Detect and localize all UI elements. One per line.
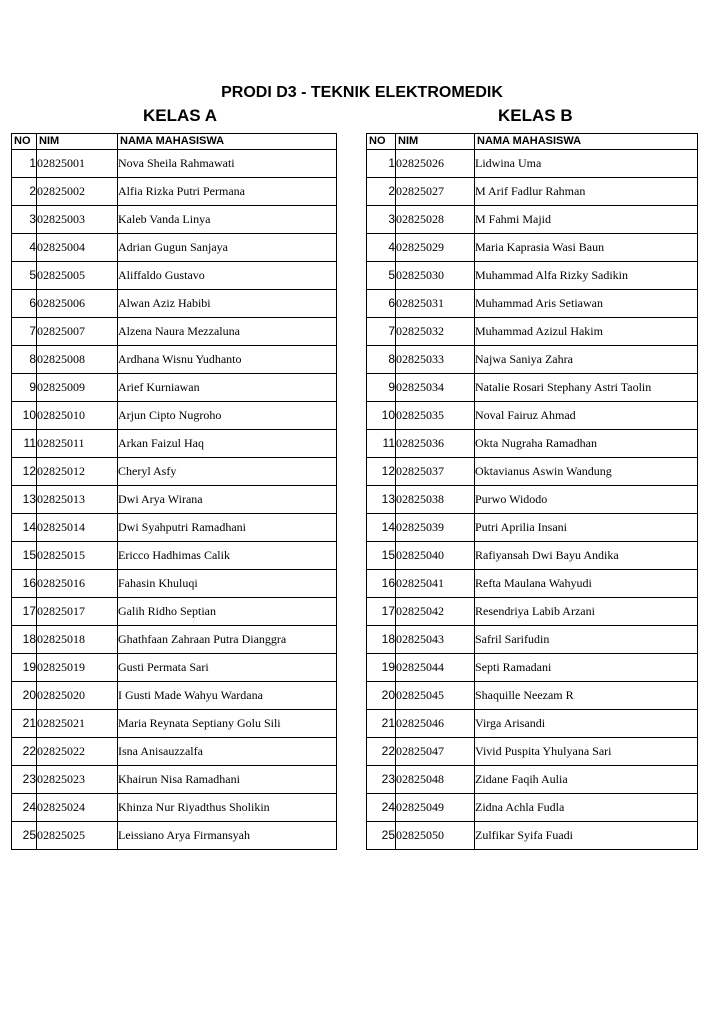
student-nim: 02825003 [37,206,118,234]
student-nim: 02825025 [37,822,118,850]
table-row [367,234,698,262]
table-row [367,738,698,766]
student-nim: 02825030 [396,262,475,290]
row-number: 3 [367,206,396,234]
row-number: 1 [12,150,37,178]
column-header-no: NO [12,134,37,150]
student-name: Alfia Rizka Putri Permana [118,178,337,206]
row-number: 8 [367,346,396,374]
student-name: Arief Kurniawan [118,374,337,402]
student-nim: 02825009 [37,374,118,402]
student-nim: 02825032 [396,318,475,346]
student-nim: 02825033 [396,346,475,374]
row-number: 2 [367,178,396,206]
student-nim: 02825010 [37,402,118,430]
student-name: Aliffaldo Gustavo [118,262,337,290]
student-name: Dwi Arya Wirana [118,486,337,514]
row-number: 25 [367,822,396,850]
row-number: 14 [367,514,396,542]
table-row [12,682,337,710]
table-row [12,234,337,262]
student-name: Isna Anisauzzalfa [118,738,337,766]
table-row [12,542,337,570]
row-number: 9 [12,374,37,402]
table-row [12,570,337,598]
row-number: 13 [12,486,37,514]
table-row [367,542,698,570]
student-name: Alzena Naura Mezzaluna [118,318,337,346]
student-nim: 02825047 [396,738,475,766]
table-row [12,822,337,850]
table-row [12,514,337,542]
student-name: Septi Ramadani [475,654,698,682]
student-name: M Arif Fadlur Rahman [475,178,698,206]
table-row [367,178,698,206]
row-number: 24 [367,794,396,822]
student-nim: 02825034 [396,374,475,402]
table-row [12,430,337,458]
table-row [367,290,698,318]
student-name: Ardhana Wisnu Yudhanto [118,346,337,374]
row-number: 22 [367,738,396,766]
student-name: Vivid Puspita Yhulyana Sari [475,738,698,766]
table-row [12,598,337,626]
table-row [367,794,698,822]
table-row [367,486,698,514]
student-nim: 02825015 [37,542,118,570]
row-number: 5 [12,262,37,290]
student-name: Zidane Faqih Aulia [475,766,698,794]
table-row [12,150,337,178]
student-name: Okta Nugraha Ramadhan [475,430,698,458]
row-number: 5 [367,262,396,290]
table-row [12,766,337,794]
student-nim: 02825031 [396,290,475,318]
table-row [12,654,337,682]
table-row [367,150,698,178]
student-nim: 02825014 [37,514,118,542]
student-nim: 02825004 [37,234,118,262]
student-nim: 02825017 [37,598,118,626]
student-name: Muhammad Azizul Hakim [475,318,698,346]
student-name: Resendriya Labib Arzani [475,598,698,626]
table-row [12,262,337,290]
table-row [12,486,337,514]
table-row [12,206,337,234]
student-nim: 02825016 [37,570,118,598]
page-title: PRODI D3 - TEKNIK ELEKTROMEDIK [221,84,503,101]
table-header-row [367,134,698,150]
student-name: Leissiano Arya Firmansyah [118,822,337,850]
student-name: Nova Sheila Rahmawati [118,150,337,178]
table-header-row [12,134,337,150]
row-number: 20 [367,682,396,710]
student-nim: 02825008 [37,346,118,374]
student-name: Gusti Permata Sari [118,654,337,682]
row-number: 7 [367,318,396,346]
student-nim: 02825005 [37,262,118,290]
table-row [367,374,698,402]
row-number: 23 [12,766,37,794]
student-name: Ghathfaan Zahraan Putra Dianggra [118,626,337,654]
table-row [12,346,337,374]
student-nim: 02825028 [396,206,475,234]
row-number: 20 [12,682,37,710]
kelas-b-title: KELAS B [498,106,573,125]
student-name: Cheryl Asfy [118,458,337,486]
row-number: 7 [12,318,37,346]
student-nim: 02825023 [37,766,118,794]
student-nim: 02825050 [396,822,475,850]
row-number: 21 [12,710,37,738]
student-name: Alwan Aziz Habibi [118,290,337,318]
student-name: Muhammad Alfa Rizky Sadikin [475,262,698,290]
student-nim: 02825044 [396,654,475,682]
student-name: Maria Kaprasia Wasi Baun [475,234,698,262]
student-nim: 02825039 [396,514,475,542]
student-nim: 02825026 [396,150,475,178]
column-header-name: NAMA MAHASISWA [118,134,337,150]
table-row [367,626,698,654]
student-nim: 02825001 [37,150,118,178]
student-nim: 02825022 [37,738,118,766]
table-row [367,262,698,290]
student-name: Khinza Nur Riyadthus Sholikin [118,794,337,822]
table-row [367,598,698,626]
table-row [367,402,698,430]
student-nim: 02825042 [396,598,475,626]
student-nim: 02825012 [37,458,118,486]
student-nim: 02825036 [396,430,475,458]
student-nim: 02825002 [37,178,118,206]
student-name: Purwo Widodo [475,486,698,514]
table-row [367,318,698,346]
row-number: 3 [12,206,37,234]
column-header-nim: NIM [37,134,118,150]
row-number: 16 [12,570,37,598]
student-name: Najwa Saniya Zahra [475,346,698,374]
student-nim: 02825024 [37,794,118,822]
student-name: Fahasin Khuluqi [118,570,337,598]
student-nim: 02825035 [396,402,475,430]
student-name: Natalie Rosari Stephany Astri Taolin [475,374,698,402]
student-nim: 02825027 [396,178,475,206]
table-row [367,682,698,710]
student-name: Noval Fairuz Ahmad [475,402,698,430]
student-name: Khairun Nisa Ramadhani [118,766,337,794]
student-name: Oktavianus Aswin Wandung [475,458,698,486]
row-number: 14 [12,514,37,542]
row-number: 18 [367,626,396,654]
row-number: 11 [12,430,37,458]
student-nim: 02825013 [37,486,118,514]
student-name: Lidwina Uma [475,150,698,178]
student-name: Shaquille Neezam R [475,682,698,710]
row-number: 12 [367,458,396,486]
student-name: Zidna Achla Fudla [475,794,698,822]
student-nim: 02825019 [37,654,118,682]
student-name: Arjun Cipto Nugroho [118,402,337,430]
table-row [367,430,698,458]
row-number: 23 [367,766,396,794]
student-name: Zulfikar Syifa Fuadi [475,822,698,850]
table-row [12,458,337,486]
row-number: 12 [12,458,37,486]
student-name: Galih Ridho Septian [118,598,337,626]
row-number: 6 [367,290,396,318]
student-nim: 02825040 [396,542,475,570]
table-row [367,346,698,374]
student-name: Dwi Syahputri Ramadhani [118,514,337,542]
row-number: 8 [12,346,37,374]
student-nim: 02825038 [396,486,475,514]
student-nim: 02825029 [396,234,475,262]
row-number: 15 [367,542,396,570]
student-name: Rafiyansah Dwi Bayu Andika [475,542,698,570]
table-row [367,710,698,738]
row-number: 19 [12,654,37,682]
student-nim: 02825037 [396,458,475,486]
student-name: Safril Sarifudin [475,626,698,654]
table-row [367,766,698,794]
column-header-nim: NIM [396,134,475,150]
row-number: 10 [367,402,396,430]
row-number: 10 [12,402,37,430]
table-row [367,654,698,682]
table-row [12,318,337,346]
table-row [367,458,698,486]
row-number: 21 [367,710,396,738]
column-header-no: NO [367,134,396,150]
table-row [12,290,337,318]
table-row [12,738,337,766]
table-row [12,374,337,402]
row-number: 13 [367,486,396,514]
table-row [367,514,698,542]
row-number: 4 [367,234,396,262]
table-row [367,570,698,598]
student-nim: 02825041 [396,570,475,598]
row-number: 25 [12,822,37,850]
row-number: 22 [12,738,37,766]
row-number: 9 [367,374,396,402]
student-nim: 02825049 [396,794,475,822]
student-name: Muhammad Aris Setiawan [475,290,698,318]
row-number: 1 [367,150,396,178]
row-number: 15 [12,542,37,570]
table-row [12,626,337,654]
table-row [367,206,698,234]
student-name: Putri Aprilia Insani [475,514,698,542]
student-name: Virga Arisandi [475,710,698,738]
row-number: 6 [12,290,37,318]
student-nim: 02825043 [396,626,475,654]
student-nim: 02825048 [396,766,475,794]
kelas-b-table [366,133,698,850]
table-row [12,178,337,206]
student-nim: 02825018 [37,626,118,654]
table-row [12,402,337,430]
row-number: 4 [12,234,37,262]
student-name: Refta Maulana Wahyudi [475,570,698,598]
student-nim: 02825021 [37,710,118,738]
row-number: 19 [367,654,396,682]
student-name: Maria Reynata Septiany Golu Sili [118,710,337,738]
student-name: Kaleb Vanda Linya [118,206,337,234]
student-nim: 02825045 [396,682,475,710]
row-number: 17 [12,598,37,626]
kelas-a-title: KELAS A [143,106,217,125]
student-name: M Fahmi Majid [475,206,698,234]
table-row [12,710,337,738]
row-number: 11 [367,430,396,458]
student-name: Adrian Gugun Sanjaya [118,234,337,262]
student-name: Ericco Hadhimas Calik [118,542,337,570]
row-number: 18 [12,626,37,654]
row-number: 24 [12,794,37,822]
row-number: 17 [367,598,396,626]
student-nim: 02825020 [37,682,118,710]
column-header-name: NAMA MAHASISWA [475,134,698,150]
row-number: 16 [367,570,396,598]
table-row [12,794,337,822]
student-nim: 02825011 [37,430,118,458]
student-nim: 02825046 [396,710,475,738]
student-nim: 02825007 [37,318,118,346]
student-name: Arkan Faizul Haq [118,430,337,458]
kelas-a-table [11,133,337,850]
row-number: 2 [12,178,37,206]
student-name: I Gusti Made Wahyu Wardana [118,682,337,710]
student-nim: 02825006 [37,290,118,318]
table-row [367,822,698,850]
